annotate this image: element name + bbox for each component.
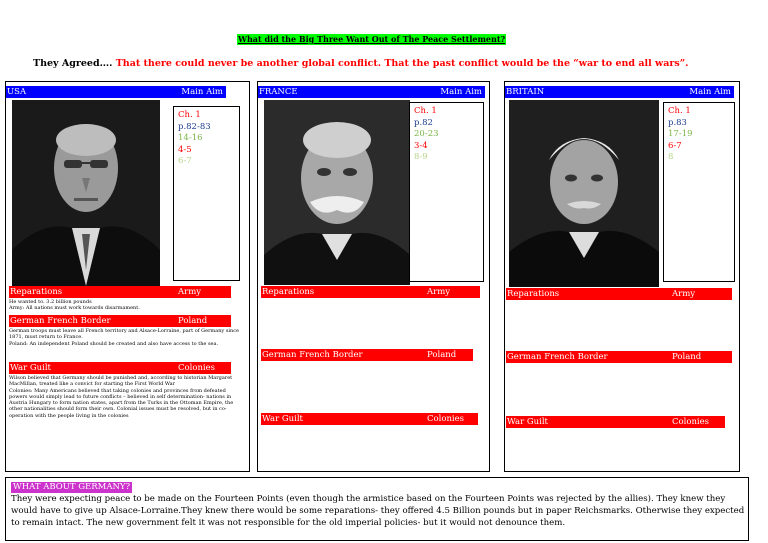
portrait-france: [264, 100, 410, 285]
bar-guilt-colonies: [506, 416, 725, 428]
topic-poland: Poland: [178, 316, 208, 326]
note-border: German troops must leave all French territory and Alsace-Lorraine, part of Germany since 1871, must return to France. Poland: An independent Poland should be created and also have access to the sea.: [9, 328, 239, 347]
panel-britain: [504, 81, 740, 472]
germany-heading: WHAT ABOUT GERMANY?: [13, 482, 131, 492]
country-name: FRANCE: [259, 87, 298, 97]
agreement-prefix: They Agreed….: [33, 58, 113, 69]
topic-german-french-border: German French Border: [507, 352, 608, 362]
topic-war-guilt: War Guilt: [262, 414, 303, 424]
topic-colonies: Colonies: [427, 414, 465, 424]
portrait-britain-graphic: [509, 100, 659, 287]
note-guilt: Wilson believed that Germany should be punished and, according to historian Margaret MacMillan, treated like a convict for starting the First World War Colonies: Many Americans believed that taking colonies and provinces from defeated powers would simply lead to future conflicts – believed in self determination- nations in Austria Hungary to form nation states, apart from the Turks in the Ottoman Empire, the other nationalities should form their own. Colonial issues must be resolved, but in co-operation with the people living in the colonies: [9, 375, 234, 419]
range-ref-1: 14-16: [178, 133, 203, 143]
topic-reparations: Reparations: [10, 287, 63, 297]
panel-usa: [5, 81, 250, 472]
panel-header: [505, 86, 734, 98]
agreement-statement: That there could never be another global conflict. That the past conflict would be the “war to end all wars”.: [115, 58, 689, 69]
portrait-britain: [509, 100, 659, 287]
topic-reparations: Reparations: [262, 287, 315, 297]
range-ref-3: 8: [668, 152, 674, 162]
bar-guilt-colonies: [9, 362, 231, 374]
germany-text: They were expecting peace to be made on the Fourteen Points (even though the armistice based on the Fourteen Points was rejected by the allies). They knew they would have to give up Alsace-Lorraine.They knew there would be some reparations- they offered 4.5 Billion pounds but in paper Reichsmarks. Otherwise they expected to remain intact. The new government felt it was not responsible for the old imperial policies- but it would not denounce them.: [11, 494, 745, 529]
panel-header: [6, 86, 226, 98]
chapter-ref: Ch. 1: [414, 106, 437, 116]
topic-german-french-border: German French Border: [10, 316, 111, 326]
portrait-usa-graphic: [12, 100, 160, 286]
topic-poland: Poland: [672, 352, 702, 362]
bar-border-poland: [506, 351, 732, 363]
range-ref-2: 4-5: [178, 144, 192, 155]
country-name: USA: [7, 87, 27, 97]
topic-reparations: Reparations: [507, 289, 560, 299]
chapter-box-france: [409, 102, 484, 282]
bar-reparations-army: [261, 286, 480, 298]
page-ref: p.82-83: [178, 121, 211, 132]
bar-border-poland: [261, 349, 473, 361]
panel-france: [257, 81, 490, 472]
germany-section: [5, 477, 749, 541]
bar-guilt-colonies: [261, 413, 478, 425]
topic-army: Army: [672, 289, 696, 299]
range-ref-1: 20-23: [414, 129, 439, 139]
page-ref: p.83: [668, 117, 687, 128]
chapter-box-britain: [663, 102, 735, 282]
range-ref-3: 6-7: [178, 156, 192, 166]
topic-war-guilt: War Guilt: [10, 363, 51, 373]
topic-colonies: Colonies: [672, 417, 710, 427]
main-aim-label: Main Aim: [440, 87, 482, 97]
country-name: BRITAIN: [506, 87, 545, 97]
page-title: What did the Big Three Want Out of The Peace Settlement?: [238, 34, 506, 44]
bar-reparations-army: [9, 286, 231, 298]
note-reparations: He wanted to. 3.2 billion pounds Army: All nations must work towards disarmament.: [9, 299, 140, 312]
main-aim-label: Main Aim: [689, 87, 731, 97]
agreement-line: [33, 58, 688, 69]
chapter-ref: Ch. 1: [178, 110, 201, 120]
range-ref-2: 6-7: [668, 140, 682, 151]
portrait-france-graphic: [264, 100, 410, 285]
chapter-box-usa: [173, 106, 240, 281]
range-ref-2: 3-4: [414, 140, 428, 151]
topic-colonies: Colonies: [178, 363, 216, 373]
main-aim-label: Main Aim: [181, 87, 223, 97]
topic-army: Army: [427, 287, 451, 297]
page-ref: p.82: [414, 117, 433, 128]
bar-border-poland: [9, 315, 231, 327]
topic-war-guilt: War Guilt: [507, 417, 548, 427]
portrait-usa: [12, 100, 160, 286]
topic-army: Army: [178, 287, 202, 297]
bar-reparations-army: [506, 288, 732, 300]
chapter-ref: Ch. 1: [668, 106, 691, 116]
panel-header: [258, 86, 485, 98]
topic-german-french-border: German French Border: [262, 350, 363, 360]
range-ref-1: 17-19: [668, 129, 693, 139]
topic-poland: Poland: [427, 350, 457, 360]
range-ref-3: 8-9: [414, 152, 428, 162]
